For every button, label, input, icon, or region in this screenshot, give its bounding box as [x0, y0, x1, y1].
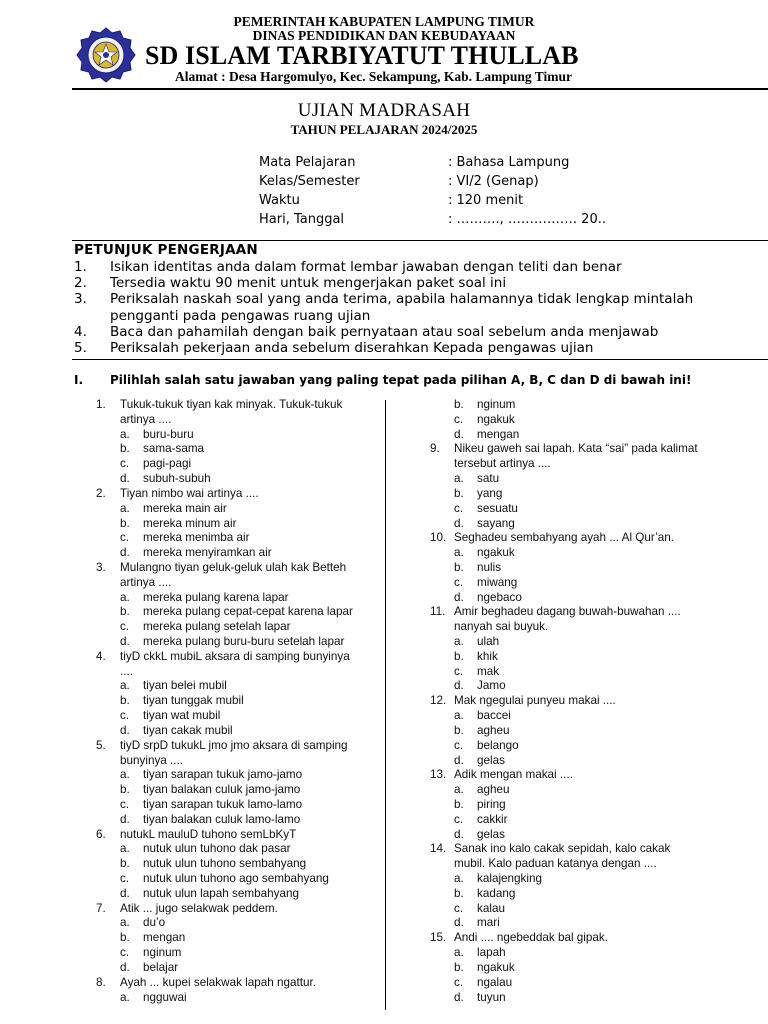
info-label: Hari, Tanggal — [259, 212, 345, 227]
question — [430, 442, 698, 472]
question-number: 11. — [430, 605, 446, 619]
option-text: mak — [477, 664, 500, 678]
question — [96, 976, 358, 991]
answer-option — [96, 872, 358, 887]
instruction-item — [74, 340, 764, 356]
option-text: mereka menimba air — [143, 531, 250, 545]
answer-option — [96, 857, 358, 872]
option-letter: b. — [120, 516, 130, 530]
option-letter: b. — [454, 886, 464, 900]
instruction-item — [74, 259, 764, 275]
instruction-text: Periksalah pekerjaan anda sebelum diserahkan Kepada pengawas ujian — [110, 340, 594, 357]
answer-option — [430, 783, 698, 798]
option-text: kalajengking — [477, 872, 542, 885]
answer-option — [96, 531, 358, 546]
option-text: nutuk ulun tuhono sembahyang — [143, 857, 307, 871]
school-name: SD ISLAM TARBIYATUT THULLAB — [145, 41, 579, 70]
info-value: : Bahasa Lampung — [448, 155, 570, 170]
question — [96, 739, 358, 769]
answer-option — [430, 709, 698, 724]
answer-option — [96, 768, 358, 783]
question-number: 10. — [430, 531, 447, 545]
answer-option — [96, 517, 358, 532]
question-text: nutukL mauluD tuhono semLbKyT — [120, 827, 297, 841]
answer-option — [430, 754, 698, 769]
letterhead — [0, 14, 768, 88]
letterhead-divider — [72, 88, 768, 90]
option-text: belango — [477, 738, 519, 752]
answer-option — [430, 665, 698, 680]
government-title: PEMERINTAH KABUPATEN LAMPUNG TIMUR — [233, 14, 535, 29]
question — [430, 605, 698, 635]
option-letter: c. — [454, 738, 464, 752]
option-letter: d. — [454, 679, 464, 693]
instruction-item — [74, 275, 764, 291]
option-letter: b. — [120, 442, 130, 456]
option-letter: d. — [454, 753, 464, 767]
option-text: mereka menyiramkan air — [143, 546, 272, 560]
question-number: 2. — [96, 486, 106, 500]
option-text: mereka main air — [143, 501, 227, 515]
option-letter: c. — [120, 946, 130, 960]
option-text: gelas — [477, 827, 505, 841]
option-text: kalau — [477, 901, 505, 915]
answer-option — [96, 798, 358, 813]
option-text: du’o — [143, 916, 166, 930]
info-label: Mata Pelajaran — [259, 155, 356, 170]
option-letter: a. — [454, 783, 464, 797]
option-letter: b. — [454, 560, 464, 574]
option-letter: a. — [120, 768, 130, 782]
option-text: tiyan sarapan tukuk jamo-jamo — [143, 768, 303, 782]
option-text: piring — [477, 797, 506, 811]
question-number: 7. — [96, 901, 106, 915]
option-letter: a. — [454, 946, 464, 960]
option-letter: c. — [120, 872, 130, 885]
option-letter: b. — [120, 694, 130, 708]
instruction-text: Isikan identitas anda dalam format lembar jawaban dengan teliti dan benar — [110, 259, 622, 275]
info-label: Waktu — [259, 193, 300, 208]
option-letter: b. — [454, 797, 464, 811]
answer-option — [430, 872, 698, 887]
question-text: Mak ngegulai punyeu makai .... — [454, 694, 616, 708]
instruction-text: Periksalah naskah soal yang anda terima, apabila halamannya tidak lengkap mintalah pengganti pada pengawas ruang ujian — [110, 291, 694, 324]
question — [430, 694, 698, 709]
question-text: tiyD ckkL mubiL aksara di samping bunyinya .... — [120, 649, 350, 678]
answer-option — [430, 887, 698, 902]
info-value: : VI/2 (Genap) — [448, 174, 539, 189]
answer-option — [430, 650, 698, 665]
option-letter: c. — [120, 531, 130, 545]
option-text: tuyun — [477, 990, 506, 1004]
exam-title: UJIAN MADRASAH — [297, 100, 471, 121]
answer-option — [430, 679, 698, 694]
option-letter: c. — [454, 412, 464, 426]
option-text: nginum — [477, 398, 516, 411]
option-text: mari — [477, 916, 500, 930]
option-text: sayang — [477, 516, 515, 530]
option-text: agheu — [477, 783, 510, 797]
answer-option — [96, 783, 358, 798]
option-text: gelas — [477, 753, 505, 767]
question — [96, 398, 358, 428]
option-text: mereka pulang karena lapar — [143, 590, 289, 604]
option-letter: d. — [454, 590, 464, 604]
option-text: baccei — [477, 709, 511, 723]
option-letter: d. — [454, 516, 464, 530]
instruction-number: 3. — [74, 291, 87, 308]
option-text: tiyan balakan culuk jamo-jamo — [143, 783, 301, 797]
answer-option — [430, 902, 698, 917]
option-letter: a. — [120, 590, 130, 604]
option-text: tiyan wat mubil — [143, 709, 221, 723]
option-letter: c. — [120, 457, 130, 471]
answer-option — [430, 591, 698, 606]
section-number: I. — [74, 373, 84, 387]
question-number: 5. — [96, 738, 106, 752]
answer-option — [96, 946, 358, 961]
department-title: DINAS PENDIDIKAN DAN KEBUDAYAAN — [252, 28, 516, 43]
option-letter: d. — [120, 812, 130, 826]
option-text: mereka pulang cepat-cepat karena lapar — [143, 605, 353, 619]
option-text: ngebaco — [477, 590, 522, 604]
answer-option — [96, 679, 358, 694]
question-text: Adik mengan makai .... — [454, 768, 573, 782]
option-letter: d. — [120, 886, 130, 900]
option-text: cakkir — [477, 812, 508, 826]
option-letter: d. — [120, 546, 130, 560]
answer-option — [430, 961, 698, 976]
question-text: Andi .... ngebeddak bal gipak. — [454, 931, 608, 945]
question-number: 13. — [430, 768, 447, 782]
option-letter: b. — [454, 398, 464, 411]
answer-option — [430, 428, 698, 443]
option-text: Jamo — [477, 679, 506, 693]
option-letter: d. — [454, 827, 464, 841]
answer-option — [430, 635, 698, 650]
option-letter: d. — [454, 916, 464, 930]
answer-option — [430, 739, 698, 754]
answer-option — [430, 798, 698, 813]
answer-option — [430, 828, 698, 843]
option-text: nutuk ulun tuhono ago sembahyang — [143, 872, 329, 885]
option-text: tiyan balakan culuk lamo-lamo — [143, 812, 301, 826]
option-text: sama-sama — [143, 442, 205, 456]
option-text: ngalau — [477, 975, 513, 989]
question-text: Nikeu gaweh sai lapah. Kata “sai” pada kalimat tersebut artinya .... — [454, 442, 698, 471]
option-text: mereka minum air — [143, 516, 237, 530]
question-number: 4. — [96, 649, 106, 663]
instructions-top-rule — [72, 240, 768, 241]
question — [96, 828, 358, 843]
answer-option — [430, 916, 698, 931]
option-letter: a. — [120, 916, 130, 930]
answer-option — [96, 694, 358, 709]
option-text: tiyan cakak mubil — [143, 723, 233, 737]
question — [430, 842, 698, 872]
question-number: 9. — [430, 442, 440, 456]
option-letter: d. — [120, 960, 130, 974]
answer-option — [430, 813, 698, 828]
answer-option — [96, 916, 358, 931]
answer-option — [430, 472, 698, 487]
instruction-number: 4. — [74, 323, 87, 340]
question — [430, 531, 698, 546]
info-value: : 120 menit — [448, 193, 524, 208]
option-letter: c. — [120, 797, 130, 811]
question-text: Sanak ino kalo cakak sepidah, kalo cakak mubil. Kalo paduan katanya dengan .... — [454, 842, 671, 871]
option-text: tiyan sarapan tukuk lamo-lamo — [143, 797, 303, 811]
section-instruction: Pilihlah salah satu jawaban yang paling tepat pada pilihan A, B, C dan D di bawah ini! — [110, 373, 692, 387]
question — [96, 902, 358, 917]
question-number: 6. — [96, 827, 106, 841]
answer-option — [96, 931, 358, 946]
instructions — [74, 242, 764, 356]
question — [96, 487, 358, 502]
option-letter: d. — [120, 723, 130, 737]
answer-option — [96, 428, 358, 443]
answer-option — [430, 724, 698, 739]
option-text: ngakuk — [477, 960, 515, 974]
option-text: pagi-pagi — [143, 457, 192, 471]
question-text: Mulangno tiyan geluk-geluk ulah kak Betteh artinya .... — [120, 560, 347, 589]
option-letter: d. — [454, 990, 464, 1004]
instruction-text: Baca dan pahamilah dengan baik pernyataan atau soal sebelum anda menjawab — [110, 323, 659, 340]
option-text: mengan — [143, 931, 186, 945]
answer-option — [96, 620, 358, 635]
instructions-bottom-rule — [72, 359, 768, 360]
option-letter: b. — [454, 960, 464, 974]
option-letter: a. — [454, 709, 464, 723]
option-letter: a. — [454, 546, 464, 560]
option-text: ulah — [477, 635, 500, 648]
question-text: Atik ... jugo selakwak peddem. — [120, 901, 278, 915]
answer-option — [430, 517, 698, 532]
option-text: nginum — [143, 946, 182, 960]
questions-left-column — [96, 398, 358, 1005]
answer-option — [430, 576, 698, 591]
question-text: Tukuk-tukuk tiyan kak minyak. Tukuk-tukuk artinya .... — [120, 398, 343, 426]
option-letter: c. — [120, 620, 130, 634]
answer-option — [96, 991, 358, 1006]
option-letter: a. — [454, 635, 464, 648]
instructions-title: PETUNJUK PENGERJAAN — [74, 242, 258, 258]
instruction-number: 2. — [74, 275, 87, 292]
option-letter: c. — [454, 901, 464, 915]
question — [96, 561, 358, 591]
answer-option — [430, 946, 698, 961]
questions-right-column — [430, 398, 698, 1005]
option-letter: b. — [454, 486, 464, 500]
option-letter: b. — [120, 605, 130, 619]
answer-option — [96, 709, 358, 724]
option-text: subuh-subuh — [143, 472, 211, 486]
option-letter: a. — [454, 872, 464, 885]
option-letter: d. — [120, 472, 130, 486]
option-text: tiyan tunggak mubil — [143, 694, 244, 708]
question-text: Tiyan nimbo wai artinya .... — [120, 486, 259, 500]
question-number: 3. — [96, 560, 106, 574]
option-letter: a. — [120, 990, 130, 1004]
option-letter: a. — [120, 842, 130, 856]
question-number: 15. — [430, 931, 447, 945]
question — [430, 768, 698, 783]
question — [96, 650, 358, 680]
answer-option — [96, 502, 358, 517]
instruction-item — [74, 324, 764, 340]
option-letter: b. — [120, 857, 130, 871]
option-letter: b. — [454, 723, 464, 737]
option-letter: a. — [454, 472, 464, 486]
school-address: Alamat : Desa Hargomulyo, Kec. Sekampung, Kab. Lampung Timur — [175, 69, 573, 84]
option-letter: c. — [454, 975, 464, 989]
instruction-text: Tersedia waktu 90 menit untuk mengerjakan paket soal ini — [110, 275, 507, 292]
option-letter: c. — [454, 664, 464, 678]
answer-option — [96, 442, 358, 457]
option-text: mengan — [477, 427, 520, 441]
option-text: ngguwai — [143, 990, 187, 1004]
option-letter: d. — [120, 635, 130, 648]
answer-option — [96, 591, 358, 606]
answer-option — [96, 887, 358, 902]
info-label: Kelas/Semester — [259, 174, 360, 189]
option-letter: d. — [454, 427, 464, 441]
option-text: mereka pulang setelah lapar — [143, 620, 291, 634]
answer-option — [96, 605, 358, 620]
option-text: ngakuk — [477, 546, 515, 560]
answer-option — [96, 635, 358, 650]
question-text: Ayah ... kupei selakwak lapah ngattur. — [120, 975, 316, 989]
option-text: satu — [477, 472, 500, 486]
option-letter: b. — [120, 783, 130, 797]
answer-option — [430, 561, 698, 576]
question-number: 1. — [96, 398, 106, 411]
answer-option — [96, 961, 358, 976]
option-letter: c. — [454, 812, 464, 826]
question-number: 14. — [430, 842, 447, 856]
answer-option — [430, 413, 698, 428]
question-text: Seghadeu sembahyang ayah ... Al Qur’an. — [454, 531, 675, 545]
answer-option — [430, 991, 698, 1006]
answer-option — [96, 842, 358, 857]
question-text: Amir beghadeu dagang buwah-buwahan .... nanyah sai buyuk. — [454, 605, 681, 634]
answer-option — [430, 502, 698, 517]
option-text: agheu — [477, 723, 510, 737]
question-number: 8. — [96, 975, 106, 989]
option-text: miwang — [477, 575, 518, 589]
instruction-number: 5. — [74, 340, 87, 357]
question — [430, 931, 698, 946]
option-text: tiyan belei mubil — [143, 679, 227, 693]
option-text: nutuk ulun lapah sembahyang — [143, 886, 299, 900]
option-text: yang — [477, 486, 503, 500]
question-number: 12. — [430, 694, 447, 708]
option-letter: c. — [120, 709, 130, 723]
answer-option — [96, 457, 358, 472]
option-letter: a. — [120, 427, 130, 441]
answer-option — [96, 724, 358, 739]
answer-option — [96, 472, 358, 487]
option-letter: b. — [120, 931, 130, 945]
option-letter: a. — [120, 501, 130, 515]
answer-option — [96, 546, 358, 561]
option-text: kadang — [477, 886, 516, 900]
instruction-number: 1. — [74, 259, 87, 275]
info-value: : ………., ……………. 20.. — [448, 212, 606, 227]
answer-option — [430, 546, 698, 561]
option-text: ngakuk — [477, 412, 515, 426]
option-text: mereka pulang buru-buru setelah lapar — [143, 635, 345, 648]
option-text: lapah — [477, 946, 506, 960]
option-text: khik — [477, 649, 498, 663]
instruction-item — [74, 291, 764, 323]
answer-option — [430, 398, 698, 413]
question-text: tiyD srpD tukukL jmo jmo aksara di samping bunyinya .... — [120, 738, 348, 767]
column-divider — [385, 400, 386, 1010]
option-text: nulis — [477, 560, 502, 574]
exam-year: TAHUN PELAJARAN 2024/2025 — [290, 122, 478, 137]
option-letter: b. — [454, 649, 464, 663]
option-text: belajar — [143, 960, 179, 974]
option-text: sesuatu — [477, 501, 518, 515]
option-letter: c. — [454, 575, 464, 589]
option-letter: c. — [454, 501, 464, 515]
option-text: buru-buru — [143, 427, 194, 441]
answer-option — [96, 813, 358, 828]
answer-option — [430, 487, 698, 502]
option-text: nutuk ulun tuhono dak pasar — [143, 842, 291, 856]
answer-option — [430, 976, 698, 991]
option-letter: a. — [120, 679, 130, 693]
